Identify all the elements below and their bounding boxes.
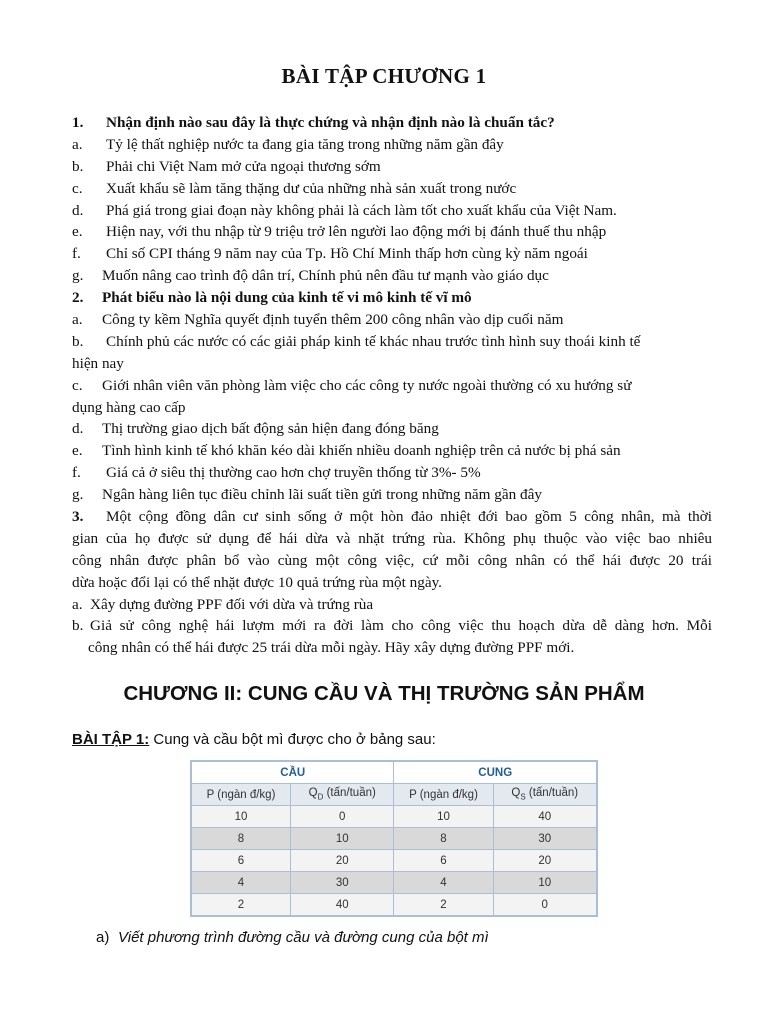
- question-number: 1.: [72, 114, 84, 131]
- supply-demand-table: [190, 760, 598, 917]
- paragraph-line: gian của họ được sử dụng để hái dừa và nhặt trứng rùa. Không phụ thuộc vào việc bao nhiêu: [72, 529, 712, 547]
- item-text: Muốn nâng cao trình độ dân trí, Chính phủ nên đầu tư mạnh vào giáo dục: [102, 267, 549, 285]
- table-cell: 20: [493, 850, 597, 872]
- list-item: [72, 309, 712, 331]
- table-cell: 40: [493, 806, 597, 828]
- supply-header: CUNG: [394, 761, 597, 784]
- paragraph-text: Một cộng đồng dân cư sinh sống ở một hòn đảo nhiệt đới bao gồm 5 công nhân, mà thời: [106, 508, 712, 526]
- page-title: BÀI TẬP CHƯƠNG 1: [281, 64, 487, 88]
- list-item: [72, 615, 712, 637]
- item-marker: a.: [72, 135, 83, 153]
- list-item-continuation: công nhân có thể hái được 25 trái dừa mỗi ngày. Hãy xây dựng đường PPF mới.: [88, 639, 575, 657]
- item-marker: c.: [72, 179, 83, 197]
- item-text: Tỷ lệ thất nghiệp nước ta đang gia tăng trong những năm gần đây: [106, 135, 504, 153]
- table-cell: 30: [291, 872, 394, 894]
- item-marker: a.: [72, 311, 83, 329]
- item-text: Giá cả ở siêu thị thường cao hơn chợ truyền thống từ 3%- 5%: [106, 464, 481, 482]
- item-marker: b.: [72, 617, 84, 635]
- table-group-header-row: [191, 761, 597, 784]
- list-item: [72, 418, 712, 440]
- item-marker: a): [96, 929, 110, 946]
- item-marker: e.: [72, 223, 83, 241]
- table-cell: 2: [191, 894, 291, 917]
- paragraph-line: dừa hoặc đổi lại có thể nhặt được 10 quả trứng rùa một ngày.: [72, 573, 442, 591]
- list-item: [72, 440, 712, 462]
- question-text: Phát biểu nào là nội dung của kinh tế vi mô kinh tế vĩ mô: [102, 289, 472, 307]
- item-marker: e.: [72, 442, 83, 460]
- column-header-price: P (ngàn đ/kg): [394, 784, 493, 806]
- question-1-heading: [72, 112, 712, 134]
- item-marker: a.: [72, 595, 83, 613]
- table-cell: 0: [493, 894, 597, 917]
- item-marker: b.: [72, 157, 84, 175]
- table-cell: 6: [191, 850, 291, 872]
- table-cell: 0: [291, 806, 394, 828]
- list-item: [72, 331, 712, 353]
- item-text: Xuất khẩu sẽ làm tăng thặng dư của những nhà sản xuất trong nước: [106, 179, 517, 197]
- table-cell: 2: [394, 894, 493, 917]
- item-text: Phải chi Việt Nam mở cửa ngoại thương sớm: [106, 157, 381, 175]
- item-marker: g.: [72, 267, 84, 285]
- table-cell: 20: [291, 850, 394, 872]
- list-item: [72, 243, 712, 265]
- column-header-quantity-supplied: $Q_S$ (tấn/tuần): [493, 784, 597, 806]
- item-text: Ngân hàng liên tục điều chỉnh lãi suất tiền gửi trong những năm gần đây: [102, 486, 542, 504]
- table-row: [191, 850, 597, 872]
- item-marker: g.: [72, 486, 84, 504]
- list-item: [72, 484, 712, 506]
- list-item: [72, 265, 712, 287]
- column-header-quantity-demanded: $Q_D$ (tấn/tuần): [291, 784, 394, 806]
- item-text: Giới nhân viên văn phòng làm việc cho các công ty nước ngoài thường có xu hướng sử: [102, 376, 632, 394]
- list-item-continuation: hiện nay: [72, 354, 124, 372]
- table-row: [191, 872, 597, 894]
- item-marker: d.: [72, 420, 84, 438]
- table-cell: 6: [394, 850, 493, 872]
- exercise-text: Cung và cầu bột mì được cho ở bảng sau:: [149, 731, 436, 748]
- item-text: Chính phủ các nước có các giải pháp kinh tế khác nhau trước tình hình suy thoái kinh tế: [106, 332, 641, 350]
- exercise-label: BÀI TẬP 1:: [72, 731, 150, 748]
- item-marker: b.: [72, 332, 84, 350]
- table-cell: 30: [493, 828, 597, 850]
- table-cell: 8: [191, 828, 291, 850]
- item-marker: c.: [72, 376, 83, 394]
- item-marker: d.: [72, 201, 84, 219]
- list-item: [72, 375, 712, 397]
- item-text: Giả sử công nghệ hái lượm mới ra đời làm cho công việc thu hoạch dừa dễ dàng hơn. Mỗi: [90, 617, 712, 635]
- list-item: [72, 594, 712, 616]
- item-text: Hiện nay, với thu nhập từ 9 triệu trở lên người lao động mới bị đánh thuế thu nhập: [106, 223, 607, 241]
- item-marker: f.: [72, 245, 81, 263]
- table-cell: 4: [191, 872, 291, 894]
- item-marker: f.: [72, 464, 81, 482]
- chapter-heading: CHƯƠNG II: CUNG CẦU VÀ THỊ TRƯỜNG SẢN PHẨM: [123, 682, 645, 705]
- list-item: [72, 156, 712, 178]
- question-text: Nhận định nào sau đây là thực chứng và nhận định nào là chuẩn tắc?: [106, 114, 555, 131]
- table-cell: 10: [191, 806, 291, 828]
- item-text: Công ty kềm Nghĩa quyết định tuyển thêm 200 công nhân vào dịp cuối năm: [102, 311, 564, 329]
- table-cell: 10: [394, 806, 493, 828]
- sub-question-a: [96, 929, 489, 946]
- item-text: Viết phương trình đường cầu và đường cung của bột mì: [118, 929, 489, 946]
- table-cell: 10: [493, 872, 597, 894]
- list-item: [72, 134, 712, 156]
- table-row: [191, 828, 597, 850]
- paragraph-line: công nhân được phân bổ vào cùng một công việc, cứ mỗi công nhân có thể hái được 20 trái: [72, 551, 712, 569]
- table-cell: 40: [291, 894, 394, 917]
- question-2-heading: [72, 287, 712, 309]
- question-number: 3.: [72, 508, 84, 526]
- item-text: Xây dựng đường PPF đối với dừa và trứng rùa: [90, 595, 374, 613]
- question-1: [72, 112, 712, 659]
- list-item: [72, 200, 712, 222]
- item-text: Thị trường giao dịch bất động sản hiện đang đóng băng: [102, 420, 439, 438]
- item-text: Chỉ số CPI tháng 9 năm nay của Tp. Hồ Chí Minh thấp hơn cùng kỳ năm ngoái: [106, 245, 588, 263]
- exercise-1-intro: [72, 731, 436, 748]
- item-text: Phá giá trong giai đoạn này không phải là cách làm tốt cho xuất khẩu của Việt Nam.: [106, 201, 617, 219]
- list-item-continuation: dụng hàng cao cấp: [72, 398, 186, 416]
- column-header-price: P (ngàn đ/kg): [191, 784, 291, 806]
- list-item: [72, 462, 712, 484]
- question-number: 2.: [72, 289, 84, 307]
- table-column-header-row: [191, 784, 597, 806]
- question-3-line: [72, 506, 712, 528]
- item-text: Tình hình kinh tế khó khăn kéo dài khiến nhiều doanh nghiệp trên cả nước bị phá sản: [102, 442, 621, 460]
- list-item: [72, 178, 712, 200]
- table-cell: 8: [394, 828, 493, 850]
- demand-header: CẦU: [191, 761, 394, 784]
- table-row: [191, 806, 597, 828]
- table-cell: 10: [291, 828, 394, 850]
- table-row: [191, 894, 597, 917]
- list-item: [72, 221, 712, 243]
- table-cell: 4: [394, 872, 493, 894]
